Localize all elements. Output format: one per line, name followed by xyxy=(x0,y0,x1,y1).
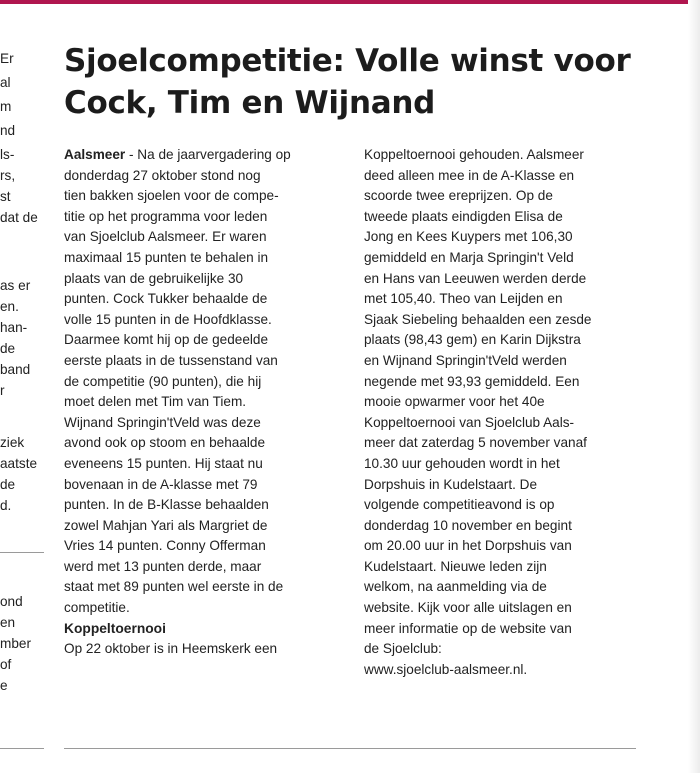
body-line: website. Kijk voor alle uitslagen en xyxy=(364,600,572,616)
body-line: volle 15 punten in de Hoofdklasse. xyxy=(64,311,272,327)
body-line: competitie. xyxy=(64,600,130,616)
fragment-line: Er xyxy=(0,51,14,66)
fragment-line: al xyxy=(0,75,11,90)
body-line: deed alleen mee in de A-Klasse en xyxy=(364,167,575,183)
body-line: plaats van de gebruikelijke 30 xyxy=(64,270,244,286)
body-line: negende met 93,93 gemiddeld. Een xyxy=(364,373,580,389)
body-line: tien bakken sjoelen voor de compe- xyxy=(64,188,279,204)
body-line: punten. Cock Tukker behaalde de xyxy=(64,291,268,307)
body-line: Koppeltoernooi gehouden. Aalsmeer xyxy=(364,147,584,162)
fragment-line: de xyxy=(0,477,16,492)
fragment-line: d. xyxy=(0,498,12,513)
fragment-line: en. xyxy=(0,299,19,314)
body-line: Wijnand Springin'tVeld was deze xyxy=(64,414,261,430)
body-line: eerste plaats in de tussenstand van xyxy=(64,352,278,368)
article-bottom-rule xyxy=(64,748,636,749)
fragment-line: ond xyxy=(0,594,23,609)
body-line: donderdag 27 oktober stond nog xyxy=(64,167,261,183)
fragment-line: han- xyxy=(0,320,28,335)
body-line: zowel Mahjan Yari als Margriet de xyxy=(64,517,268,533)
body-line: maximaal 15 punten te behalen in xyxy=(64,249,269,265)
section-subheading: Koppeltoernooi xyxy=(64,620,166,636)
fragment-line: en xyxy=(0,615,16,630)
article-column-left xyxy=(64,145,346,660)
fragment-line: band xyxy=(0,362,31,377)
body-line: Koppeltoernooi van Sjoelclub Aals- xyxy=(364,414,575,430)
body-line: Jong en Kees Kuypers met 106,30 xyxy=(364,229,573,245)
fragment-line: de xyxy=(0,341,16,356)
fragment-line: ziek xyxy=(0,435,25,450)
body-line: tweede plaats eindigden Elisa de xyxy=(364,208,563,224)
fragment-line: r xyxy=(0,383,5,398)
body-line: Sjaak Siebeling behaalden een zesde xyxy=(364,311,592,327)
body-line: om 20.00 uur in het Dorpshuis van xyxy=(364,538,572,554)
fragment-divider xyxy=(0,748,44,749)
page-edge-shadow xyxy=(688,0,700,773)
dateline-place: Aalsmeer xyxy=(64,147,126,162)
body-line: welkom, na aanmelding via de xyxy=(364,579,547,595)
body-line: werd met 13 punten derde, maar xyxy=(64,558,262,574)
lead-line xyxy=(64,145,346,166)
article-headline: Sjoelcompetitie: Volle winst voor Cock, Tim en Wijnand xyxy=(64,43,631,121)
body-line: bovenaan in de A-klasse met 79 xyxy=(64,476,258,492)
fragment-line: m xyxy=(0,99,12,114)
body-line: van Sjoelclub Aalsmeer. Er waren xyxy=(64,229,267,245)
body-line: titie op het programma voor leden xyxy=(64,208,268,224)
body-line: meer dat zaterdag 5 november vanaf xyxy=(364,435,587,451)
body-line: gemiddeld en Marja Springin't Veld xyxy=(364,249,574,265)
fragment-line: st xyxy=(0,189,11,204)
body-line: Daarmee komt hij op de gedeelde xyxy=(64,332,269,348)
body-line: scoorde twee ereprijzen. Op de xyxy=(364,188,553,204)
fragment-line: aatste xyxy=(0,456,38,471)
body-line: eveneens 15 punten. Hij staat nu xyxy=(64,455,263,471)
body-line: 10.30 uur gehouden wordt in het xyxy=(364,455,560,471)
fragment-divider xyxy=(0,552,44,553)
fragment-line: as er xyxy=(0,278,31,293)
body-line: volgende competitieavond is op xyxy=(364,497,555,513)
body-line: mooie opwarmer voor het 40e xyxy=(364,394,545,410)
body-line: en Hans van Leeuwen werden derde xyxy=(364,270,587,286)
article-column-right xyxy=(364,145,646,680)
fragment-line: nd xyxy=(0,123,16,138)
body-line: Dorpshuis in Kudelstaart. De xyxy=(364,476,538,492)
body-line: en Wijnand Springin'tVeld werden xyxy=(364,352,567,368)
body-line: punten. In de B-Klasse behaalden xyxy=(64,497,269,513)
fragment-line: of xyxy=(0,657,12,672)
body-line: meer informatie op de website van xyxy=(364,620,572,636)
body-line: plaats (98,43 gem) en Karin Dijkstra xyxy=(364,332,581,348)
fragment-line: e xyxy=(0,678,8,693)
body-line: moet delen met Tim van Tiem. xyxy=(64,394,247,410)
body-line: Op 22 oktober is in Heemskerk een xyxy=(64,641,278,657)
body-line: de competitie (90 punten), die hij xyxy=(64,373,262,389)
website-url: www.sjoelclub-aalsmeer.nl. xyxy=(364,661,528,677)
lead-line-text: - Na de jaarvergadering op xyxy=(125,147,291,162)
fragment-line: dat de xyxy=(0,210,38,225)
fragment-line: ls- xyxy=(0,147,15,162)
body-line: de Sjoelclub: xyxy=(364,641,442,657)
body-line: staat met 89 punten wel eerste in de xyxy=(64,579,284,595)
fragment-line: mber xyxy=(0,636,31,651)
body-line: donderdag 10 november en begint xyxy=(364,517,572,533)
top-accent-rule xyxy=(0,0,700,4)
fragment-line: rs, xyxy=(0,168,16,183)
body-line: avond ook op stoom en behaalde xyxy=(64,435,266,451)
body-line: met 105,40. Theo van Leijden en xyxy=(364,291,563,307)
adjacent-column-fragment xyxy=(0,0,44,773)
body-line: Vries 14 punten. Conny Offerman xyxy=(64,538,266,554)
body-line: Kudelstaart. Nieuwe leden zijn xyxy=(364,558,547,574)
